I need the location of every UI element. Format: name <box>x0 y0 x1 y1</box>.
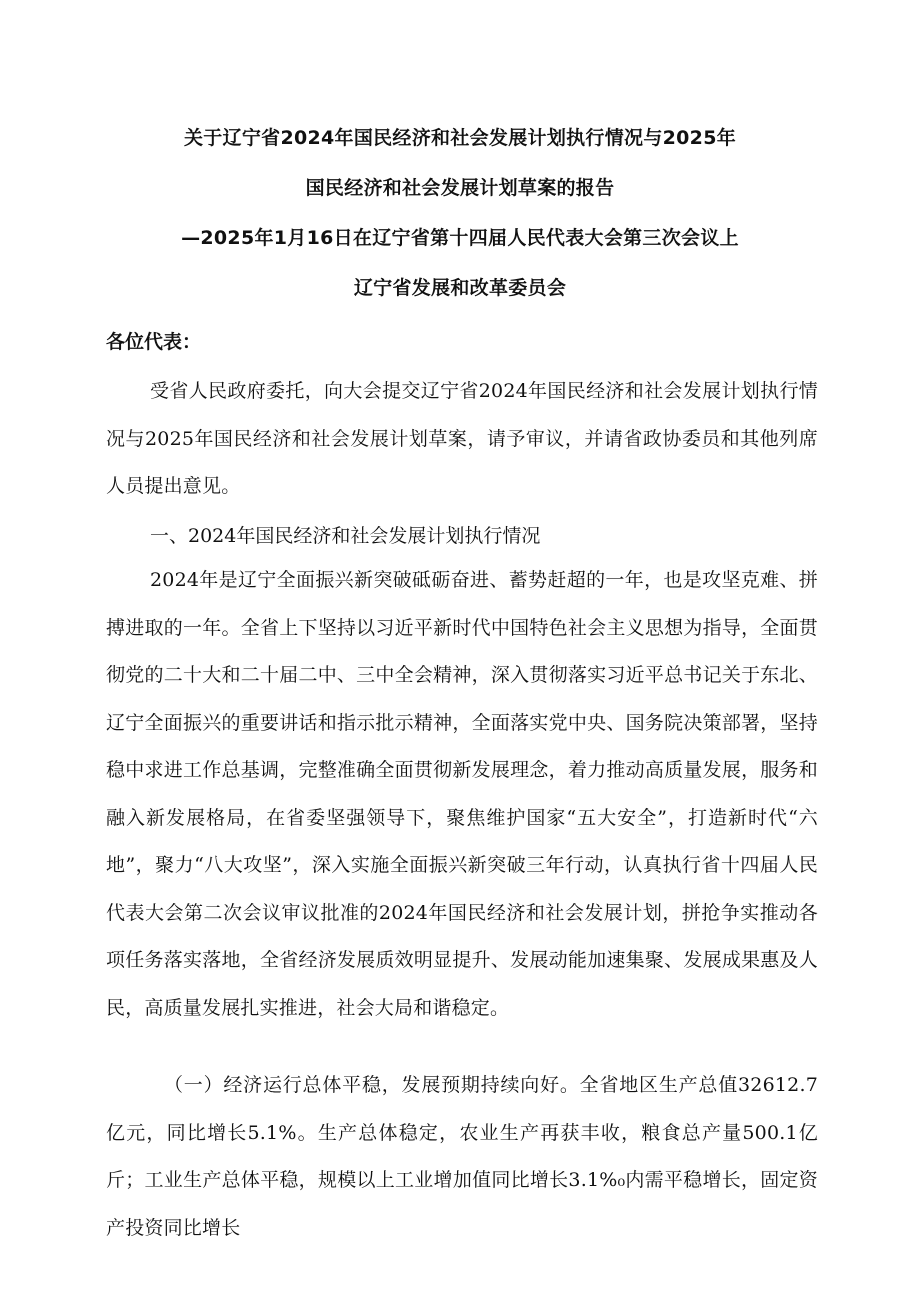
subsection-1-paragraph: （一）经济运行总体平稳，发展预期持续向好。全省地区生产总值32612.7亿元，同比增长5.1%。生产总体稳定，农业生产再获丰收，粮食总产量500.1亿斤；工业生产总体平稳，规模以上工业增加值同比增长3.1%₀内需平稳增长，固定资产投资同比增长 <box>106 1074 818 1239</box>
title-line-3: —2025年1月16日在辽宁省第十四届人民代表大会第三次会议上 <box>181 227 739 249</box>
salutation: 各位代表： <box>106 331 202 353</box>
title-line-2: 国民经济和社会发展计划草案的报告 <box>305 177 615 199</box>
title-line-4: 辽宁省发展和改革委员会 <box>353 277 567 299</box>
title-line-1: 关于辽宁省2024年国民经济和社会发展计划执行情况与2025年 <box>183 127 737 149</box>
report-title <box>0 126 920 326</box>
section-heading: 一、2024年国民经济和社会发展计划执行情况 <box>150 525 541 547</box>
overview-paragraph: 2024年是辽宁全面振兴新突破砥砺奋进、蓄势赶超的一年，也是攻坚克难、拼搏进取的一年。全省上下坚持以习近平新时代中国特色社会主义思想为指导，全面贯彻党的二十大和二十届二中、三中全会精神，深入贯彻落实习近平总书记关于东北、辽宁全面振兴的重要讲话和指示批示精神，全面落实党中央、国务院决策部署，坚持稳中求进工作总基调，完整准确全面贯彻新发展理念，着力推动高质量发展，服务和融入新发展格局，在省委坚强领导下，聚焦维护国家“五大安全”，打造新时代“六地”，聚力“八大攻坚”，深入实施全面振兴新突破三年行动，认真执行省十四届人民代表大会第二次会议审议批准的2024年国民经济和社会发展计划，拼抢争实推动各项任务落实落地，全省经济发展质效明显提升、发展动能加速集聚、发展成果惠及人民，高质量发展扎实推进，社会大局和谐稳定。 <box>106 569 818 1019</box>
intro-paragraph: 受省人民政府委托，向大会提交辽宁省2024年国民经济和社会发展计划执行情况与2025年国民经济和社会发展计划草案，请予审议，并请省政协委员和其他列席人员提出意见。 <box>106 380 818 497</box>
